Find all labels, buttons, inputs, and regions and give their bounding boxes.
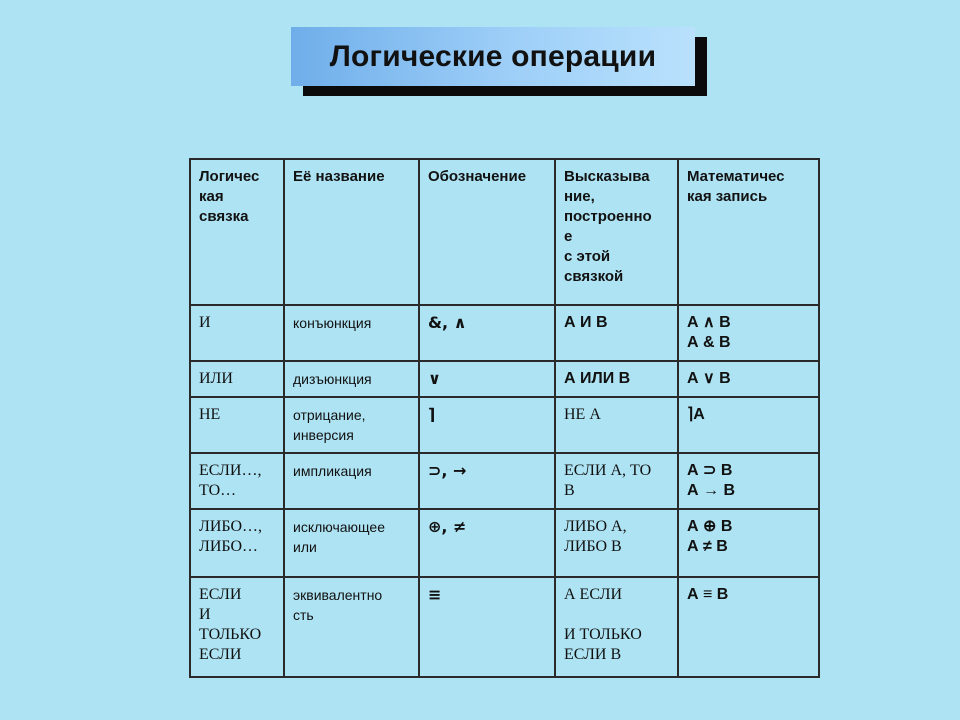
- table-row: [190, 361, 819, 397]
- cell-name: исключающее или: [284, 509, 419, 577]
- cell-math: А ∧ В А & В: [678, 305, 819, 361]
- logic-operations-table: [189, 158, 820, 678]
- cell-math: ⌉А: [678, 397, 819, 453]
- cell-math: А ⊃ В А → В: [678, 453, 819, 509]
- cell-name: конъюнкция: [284, 305, 419, 361]
- cell-name: импликация: [284, 453, 419, 509]
- cell-notation: ⌉: [419, 397, 555, 453]
- cell-statement: А И В: [555, 305, 678, 361]
- cell-math: А ⊕ В А ≠ В: [678, 509, 819, 577]
- table-header-row: [190, 159, 819, 305]
- header-connective: Логичес кая связка: [190, 159, 284, 305]
- cell-connective: ЕСЛИ И ТОЛЬКО ЕСЛИ: [190, 577, 284, 677]
- cell-notation: ⊃, →: [419, 453, 555, 509]
- table-row: [190, 509, 819, 577]
- table-row: [190, 305, 819, 361]
- cell-connective: ЛИБО…, ЛИБО…: [190, 509, 284, 577]
- header-notation: Обозначение: [419, 159, 555, 305]
- cell-statement: ЛИБО А, ЛИБО В: [555, 509, 678, 577]
- cell-name: эквивалентно сть: [284, 577, 419, 677]
- cell-statement: А ИЛИ В: [555, 361, 678, 397]
- cell-notation: &, ∧: [419, 305, 555, 361]
- header-math: Математичес кая запись: [678, 159, 819, 305]
- table-row: [190, 397, 819, 453]
- cell-name: дизъюнкция: [284, 361, 419, 397]
- cell-statement: НЕ А: [555, 397, 678, 453]
- cell-statement: ЕСЛИ А, ТО В: [555, 453, 678, 509]
- cell-connective: НЕ: [190, 397, 284, 453]
- title-banner: [291, 27, 695, 86]
- header-statement: Высказыва ние, построенно е с этой связкой: [555, 159, 678, 305]
- cell-math: А ≡ В: [678, 577, 819, 677]
- cell-math: А ∨ В: [678, 361, 819, 397]
- cell-statement: А ЕСЛИ И ТОЛЬКО ЕСЛИ В: [555, 577, 678, 677]
- cell-connective: ИЛИ: [190, 361, 284, 397]
- cell-notation: ⊕, ≠: [419, 509, 555, 577]
- header-name: Её название: [284, 159, 419, 305]
- cell-connective: И: [190, 305, 284, 361]
- cell-name: отрицание, инверсия: [284, 397, 419, 453]
- cell-notation: ∨: [419, 361, 555, 397]
- cell-connective: ЕСЛИ…, ТО…: [190, 453, 284, 509]
- table-row: [190, 453, 819, 509]
- table-row: [190, 577, 819, 677]
- page-title: Логические операции: [329, 39, 657, 73]
- cell-notation: ≡: [419, 577, 555, 677]
